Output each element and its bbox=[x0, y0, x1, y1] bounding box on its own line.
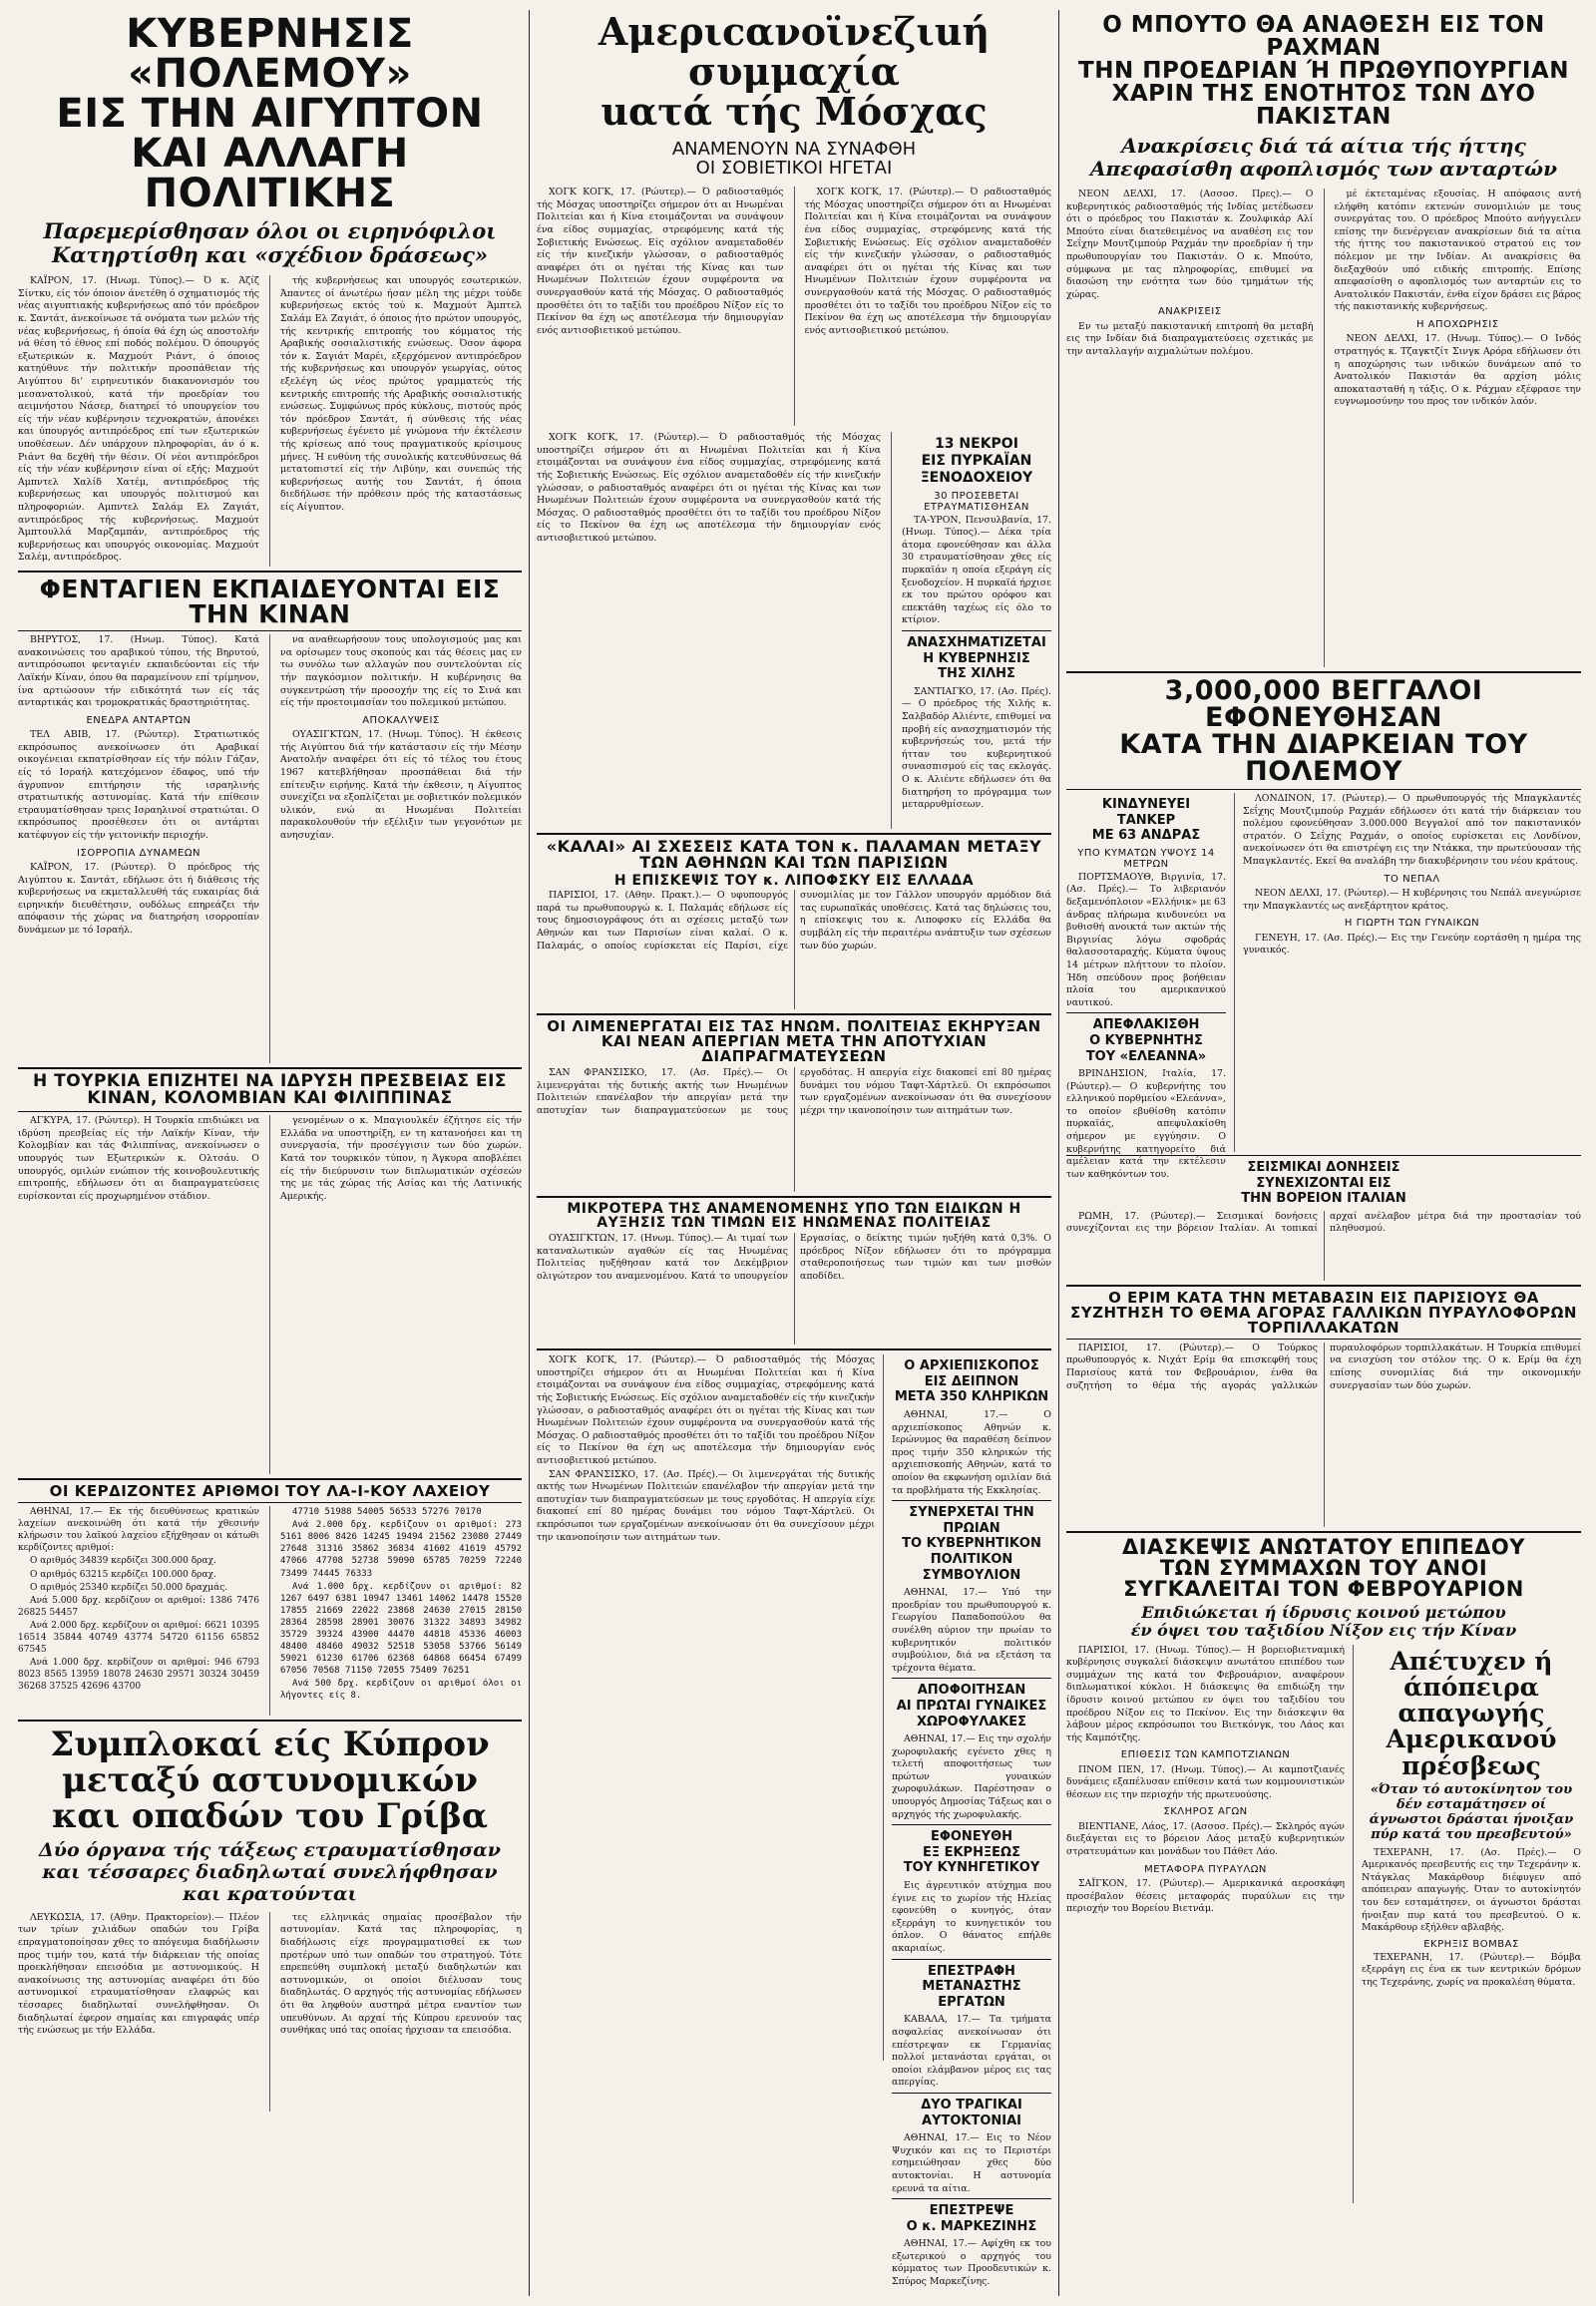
headline-archbishop: Ο ΑΡΧΙΕΠΙΣΚΟΠΟΣ ΕΙΣ ΔΕΙΠΝΟΝ ΜΕΤΑ 350 ΚΛΗΡΙΚΩΝ bbox=[894, 1358, 1049, 1405]
headline-bhutto: Ο ΜΠΟΥΤΟ ΘΑ ΑΝΑΘΕΣΗ ΕΙΣ ΤΟΝ ΡΑΧΜΑΝ ΤΗΝ ΠΡΟΕΔΡΙΑΝ Ή ΠΡΩΘΥΠΟΥΡΓΙΑΝ ΧΑΡΙΝ ΤΗΣ ΕΝΟΤΗΤΟΣ ΤΩΝ ΔΥΟ ΠΑΚΙΣΤΑΝ bbox=[1078, 12, 1569, 130]
column-right bbox=[1066, 0, 1581, 2306]
headline-council: ΣΥΝΕΡΧΕΤΑΙ ΤΗΝ ΠΡΩΙΑΝ ΤΟ ΚΥΒΕΡΝΗΤΙΚΟΝ ΠΟΛΙΤΙΚΟΝ ΣΥΜΒΟΥΛΙΟΝ bbox=[902, 1505, 1041, 1583]
story-earthquake-body: ΡΩΜΗ, 17. (Ρώυτερ).— Σεισμικαί δονήσεις συνεχίζονται εις την βόρειον Ιταλίαν. Αι τοπικαί αρχαί ανέλαβον μέτρα διά την προστασίαν τού πληθυσμού. bbox=[1066, 1210, 1581, 1235]
story-egypt-body: ΚΑΪΡΟΝ, 17. (Ηνωμ. Τύπος).— Ό κ. Άζίζ Σίντκυ, είς τόν όποιον άνετέθη ό σχηματισμός τής νέας αιγυπτιακής κυβερνήσεως από τόν πρόεδρον κ. Σαντάτ, άνεκοίνωσε τά ονόματα των μελών τής νέας κυβερνήσεως, ή όποία θά έχη ώς αποστολήν νά θέση τό έθνος επί ποδός πολέμου. Ό όπουργός εξωτερικών κ. Μαχμούτ Ριάντ, ό όποιος κατηύθυνε τήν πολιτικήν προσπάθειαν τής Αιγύπτου δι' ειρηνευτικόν διακανονισμόν του μεσανατολικού, κατά τήν προεδρίαν του αειμνήστου Νάσερ, διατηρεί τό υπουργείον του είς τήν νέαν κυβέρνησιν τεχνοκρατών, άπονέκει και ύπουργός αντιπρόεδρος επί των εξωτερικών υποθέσεων. Δέν υπάρχουν πληροφορίαι, άν ό κ. Ριάντ θα δεχθή τήν θέσιν. Οί νέοι αντιπρόεδροι είς τήν νέαν κυβέρνησιν είναι οί εξής: Μαχμούτ Αμπντελ Χαλίδ Χατέμ, αντιπρόεδρος τής κυβερνήσεως και υπουργός πολιτισμού και πληροφοριών. Αμπντελ Σαλάμ Ελ Ζαγιάτ, αντιπρόεδρος τής κυβερνήσεως. Μαχμούτ Άμπτουλλά Μαρζαμπάν, αντιπρόεδρος τής κυβερνήσεως και υπουργός οικονομίας. Μαχμούτ Σαλέμ, αντιπρόεδρος. τής κυβερνήσεως και υπουργός εσωτερικών. Άπαντες οί άνωτέρω ήσαν μέλη της μέχρι τούδε κυβερνήσεως εκτός τού κ. Μαχμούτ Άμπτελ Σαλάμ Ελ Ζαγιάτ, ό όποιος ήτο πρώτον υπουργός, τής κεντρικής επιτροπής του κόμματος τής Αραβικής σοσιαλιστικής ενώσεως. Όσον άφορα τόν κ. Σαγιάτ Μαρέι, εξερχόμενον αντιπρόεδρον τής κυβερνήσεως και υπουργόν γεωργίας, ούτος εξελέγη ώς νέος πρώτος γραμματεύς τής κεντρικής επιτροπής τής Αραβικής σοσιαλιστικής ενώσεως. Συμφώνως πρός κύκλους, πιστούς πρός τόν πρόεδρον Σαντάτ, ή σύνθεσις τής νέας κυβερνήσεως έγένετο μέ γνώμονα τήν έκτέλεσιν τής κρίσεως από τους πραγματικούς κρίσιμους μήνες. Ή ευθύνη τής συνολικής κατευθύνσεως θά μετατοπιστεί είς τήν Λιβύην, και συνεπώς τής κυβερνήσεως αυτής του Σαντάτ, ή όποια διεδήλωσε τήν πρόθεσιν πρός τής καταστάσεως είς Αίγυπτον. bbox=[18, 275, 522, 567]
headline-policewomen: ΑΠΟΦΟΙΤΗΣΑΝ ΑΙ ΠΡΩΤΑΙ ΓΥΝΑΙΚΕΣ ΧΩΡΟΦΥΛΑΚΕΣ bbox=[896, 1683, 1047, 1730]
headline-workers: ΕΠΕΣΤΡΑΦΗ ΜΕΤΑΝΑΣΤΗΣ ΕΡΓΑΤΩΝ bbox=[922, 1963, 1021, 2010]
headline-tanker: ΚΙΝΔΥΝΕΥΕΙ ΤΑΝΚΕΡ ΜΕ 63 ΑΝΔΡΑΣ bbox=[1091, 797, 1201, 844]
story-cyprus-body: ΛΕΥΚΩΣΙΑ, 17. (Αθην. Πρακτορείον).— Πλέον των τρίων χιλιάδων οπαδών του Γρίβα επραγματοποίησαν χθες το απόγευμα διαδήλωσιν προς τιμήν του, κατά τήν διάρκειαν τής οποίας προεκλήθησαν επεισόδια με αστυνομικούς. Η ανακοίνωσις της αστυνομίας αναφέρει ότι δύο αστυνομικοί ετραυματίσθησαν ελαφρώς και τέσσαρες διαδηλωταί συνελήφθησαν. Οι διαδηλωταί έφερον σημαίας και επιγραφάς υπέρ τής ενώσεως με τήν Ελλάδα. τες ελληνικάς σημαίας προσέβαλον τήν αστυνομίαν. Κατά τας πληροφορίας, η διαδήλωσις είχε προγραμματισθεί εκ των προτέρων υπό των οπαδών του στρατηγού. Τότε επρεπεύθη συμπλοκή μεταξύ διαδηλωτών και αστυνομικών, οι οποίοι διέλυσαν τους διαδηλωτάς. Ο αρχηγός τής αστυνομίας εδήλωσεν ότι θα ληφθούν αυστηρά μέτρα εναντίον των υπευθύνων. Αι αρχαί τής Κύπρου ερευνούν τας συνθήκας υπό τας οποίας ήρχισαν τα επεισόδια. bbox=[18, 1912, 522, 2112]
headline-bengalis: 3,000,000 ΒΕΓΓΑΛΟΙ ΕΦΟΝΕΥΘΗΣΑΝ ΚΑΤΑ ΤΗΝ ΔΙΑΡΚΕΙΑΝ ΤΟΥ ΠΟΛΕΜΟΥ bbox=[1119, 675, 1528, 787]
story-turkey-body: ΑΓΚΥΡΑ, 17. (Ρώυτερ). Η Τουρκία επιδιώκει να ιδρύση πρεσβείας είς τήν Λαϊκήν Κίναν, τήν Κολομβίαν και τάς Φιλιππίνας, ανεκοίνωσεν ο υπουργός των Εξωτερικών κ. Ολτσάυ. Ο υπουργός, ομιλών ενώπιον τής κοινοβουλευτικής επιτροπής, εδήλωσεν ότι αι διαπραγματεύσεις ευρίσκονται είς προχωρημένον στάδιον. γενομένων ο κ. Μπαγιουλκέν έζήτησε είς τήν Ελλάδα να υποστηρίξη, εν τη κατανοήσει και τη συνεργασία, τήν προσέγγισιν των δύο χωρών. Κατά τον τουρκικόν τύπον, η Άγκυρα αποβλέπει είς τήν διεύρυνσιν των διπλωματικών σχέσεών της με τάς χώρας τής Ασίας και τής Λατινικής Αμερικής. bbox=[18, 1115, 522, 1474]
column-left bbox=[18, 0, 522, 2306]
right-mid-section: ΚΙΝΔΥΝΕΥΕΙ ΤΑΝΚΕΡ ΜΕ 63 ΑΝΔΡΑΣ ΥΠΟ ΚΥΜΑΤΩΝ ΥΨΟΥΣ 14 ΜΕΤΡΩΝ ΠΟΡΤΣΜΑΟΥΘ, Βιργινία, 17. (Ασ. Πρές).— Το λιβεριανόν δεξαμενόπλοιον «Ελλήνικ» με 63 άνδρας πλήρωμα κινδυνεύει να βυθισθή ανοικτά των ακτών τής Βιργινίας λόγω σφοδράς θαλασσοταραχής. Κύματα ύψους 14 μέτρων πλήττουν το πλοίον. Ήδη σπεύδουν προς βοήθειαν πλοία του αμερικανικού ναυτικού. ΑΠΕΦΛΑΚΙΣΘΗ Ο ΚΥΒΕΡΝΗΤΗΣ ΤΟΥ «ΕΛΕΑΝΝΑ» ΒΡΙΝΔΗΣΙΟΝ, Ιταλία, 17. (Ρώυτερ).— Ο κυβερνήτης του ελληνικού πορθμείου «Ελεάννα», το οποίον εβυθίσθη κατόπιν πυρκαϊάς, απεφυλακίσθη σήμερον με εγγύησιν. Ο κυβερνήτης κατηγορείτο διά αμέλειαν κατά την εκτέλεσιν των καθηκόντων του. ΛΟΝΔΙΝΟΝ, 17. (Ρώυτερ).— Ο πρωθυπουργός τής Μπαγκλαντές Σεΐχης Μουτζιμπούρ Ραχμάν εδήλωσεν ότι κατά τήν διάρκειαν του πολέμου εφονεύθησαν 3.000.000 Βεγγαλοί από τον πακιστανικόν στρατόν. Ο Σεΐχης Ραχμάν, ο οποίος ευρίσκεται εις Λονδίνον, ανεκοίνωσεν ότι θα επιστρέψη εις την Ντάκκα, την πρωτεύουσαν τής Μπαγκλαντές. Εκεί θα αναλάβη την διακυβέρνησιν του νέου κράτους. ΤΟ ΝΕΠΑΛ ΝΕΟΝ ΔΕΛΧΙ, 17. (Ρώυτερ).— Η κυβέρνησις του Νεπάλ ανεγνώρισε την Μπαγκλαντές ως ανεξάρτητον κράτος. Η ΓΙΩΡΤΗ ΤΩΝ ΓΥΝΑΙΚΩΝ ΓΕΝΕΥΗ, 17. (Ασ. Πρές).— Εις την Γενεύην εορτάσθη η ημέρα της γυναικός. bbox=[1066, 793, 1581, 1180]
headline-palamas: «ΚΑΛΑΙ» ΑΙ ΣΧΕΣΕΙΣ ΚΑΤΑ ΤΟΝ κ. ΠΑΛΑΜΑΝ ΜΕΤΑΞΥ ΤΩΝ ΑΘΗΝΩΝ ΚΑΙ ΤΩΝ ΠΑΡΙΣΙΩΝ bbox=[546, 837, 1042, 873]
middle-upper-section: ΧΟΓΚ ΚΟΓΚ, 17. (Ρώυτερ).— Ό ραδιοσταθμός τής Μόσχας υποστηρίζει σήμερον ότι αι Ηνωμέναι Πολιτείαι και ή Κίνα ετοιμάζονται να συνάψουν ένα είδος συμμαχίας, στρεφόμενης κατά τής Σοβιετικής Ενώσεως. Είς σχόλιον αναμεταδοθέν είς τήν κινεζικήν γλώσσαν, ο ραδιοσταθμός αναφέρει ότι οι ηγέται τής Κίνας και των Ηνωμένων Πολιτειών έχουν συμφέροντα να συνεργασθούν κατά τής Μόσχας. Ο ραδιοσταθμός προσθέτει ότι το ταξίδι του προέδρου Νίξον είς το Πεκίνον θα έχη ως αποτέλεσμα τήν δημιουργίαν ενός αντισοβιετικού μετώπου. 13 ΝΕΚΡΟΙ ΕΙΣ ΠΥΡΚΑΪΑΝ ΞΕΝΟΔΟΧΕΙΟΥ 30 ΠΡΟΣΕΒΕΤΑΙ ΕΤΡΑΥΜΑΤΙΣΘΗΣΑΝ ΤΑ-ΥΡΟΝ, Πενσυλβανία, 17. (Ηνωμ. Τύπος).— Δέκα τρία άτομα εφονεύθησαν και άλλα 30 ετραυματίσθησαν χθες είς πυρκαϊάν η οποία εξεράγη είς ξενοδοχείον. Η πυρκαϊά ήρχισε εκ του πρώτου ορόφου και επεκτάθη ταχέως είς όλο το κτίριον. ΑΝΑΣΧΗΜΑΤΙΖΕΤΑΙ Η ΚΥΒΕΡΝΗΣΙΣ ΤΗΣ ΧΙΛΗΣ ΣΑΝΤΙΑΓΚΟ, 17. (Ασ. Πρές).— Ο πρόεδρος τής Χιλής κ. Σαλβαδόρ Αλιέντε, επιθυμεί να προβή είς ανασχηματισμόν τής κυβερνήσεώς του, μετά τήν ήτταν του κυβερνητικού συνασπισμού είς τας εκλογάς. Ο κ. Αλιέντε εδήλωσεν ότι θα διατηρήση το πρόγραμμα των μεταρρυθμίσεων. bbox=[537, 432, 1051, 829]
story-dockworkers-body: ΣΑΝ ΦΡΑΝΣΙΣΚΟ, 17. (Ασ. Πρές).— Οι λιμενεργάται τής δυτικής ακτής των Ηνωμένων Πολιτειών επανέλαβον τήν απεργίαν μετά την αποτυχίαν των διαπραγματεύσεων με τους εργοδότας. Η απεργία είχε διακοπεί επί 80 ημέρας δυνάμει του νόμου Ταφτ-Χάρτλεϋ. Οι εκπρόσωποι των εργαζομένων ανεκοίνωσαν ότι θα συνεχίσουν μέχρι την ικανοποίησιν των αιτημάτων των. bbox=[537, 1067, 1051, 1117]
headline-eleanna: ΑΠΕΦΛΑΚΙΣΘΗ Ο ΚΥΒΕΡΝΗΤΗΣ ΤΟΥ «ΕΛΕΑΝΝΑ» bbox=[1085, 1017, 1207, 1064]
column-rule bbox=[529, 10, 530, 2296]
subhead-egypt: Παρεμερίσθησαν όλοι οι ειρηνόφιλοι Κατηρτίσθη και «σχέδιον δράσεως» bbox=[43, 218, 497, 268]
subhead-cyprus: Δύο όργανα τής τάξεως ετραυματίσθησαν και τέσσαρες διαδηλωταί συνελήφθησαν και κρατούνται bbox=[39, 1839, 501, 1906]
subhead-summit: Επιδιώκεται ή ίδρυσις κοινού μετώπου έν όψει του ταξιδίου Νίξον εις τήν Κίναν bbox=[1130, 1602, 1517, 1641]
right-lower-section: ΠΑΡΙΣΙΟΙ, 17. (Ηνωμ. Τύπος).— Η βορειοβιετναμική κυβέρνησις συγκαλεί διάσκεψιν ανωτάτου επιπέδου των συμμάχων της κατά τον Φεβρουάριον, αναφέρουν διπλωματικοί κύκλοι. Η διάσκεψις θα επιδιώξη την ίδρυσιν κοινού μετώπου εν όψει του ταξιδίου του προέδρου Νίξον εις το Πεκίνον. Εις την διάσκεψιν θα λάβουν μέρος εκπρόσωποι του Βιετκόνγκ, του Λάος και τής Καμπότζης. ΕΠΙΘΕΣΙΣ ΤΩΝ ΚΑΜΠΟΤΖΙΑΝΩΝ ΠΝΟΜ ΠΕΝ, 17. (Ηνωμ. Τύπος).— Αι καμποτζιανές δυνάμεις εξαπέλυσαν επίθεσιν κατά των κομμουνιστικών θέσεων εις την περιοχήν τής πρωτευούσης. ΣΚΛΗΡΟΣ ΑΓΩΝ ΒΙΕΝΤΙΑΝΕ, Λάος, 17. (Ασσοσ. Πρές).— Σκληρός αγών διεξάγεται εις το βόρειον Λάος μεταξύ κυβερνητικών στρατευμάτων και μονάδων του Πάθετ Λάο. ΜΕΤΑΦΟΡΑ ΠΥΡΑΥΛΩΝ ΣΑΪΓΚΟΝ, 17. (Ρώυτερ).— Αμερικανικά αεροσκάφη προσέβαλον θέσεις μεταφοράς πυραύλων εις την περιοχήν του Βορείου Βιετνάμ. Απέτυχεν ή άπόπειρα απαγωγής Αμερικανού πρέσβεως «Όταν τό αυτοκίνητον του δέν εσταμάτησεν οί άγνωστοι δράσται ήνοιξαν πύρ κατά του πρεσβευτού» ΤΕΧΕΡΑΝΗ, 17. (Ασ. Πρές).— Ο Αμερικανός πρεσβευτής εις την Τεχεράνην κ. Ντάγκλας Μακάρθουρ διέφυγεν από απόπειραν απαγωγής. Όταν το αυτοκίνητόν του δεν εσταμάτησεν, οι άγνωστοι δράσται ήνοιξαν πυρ κατά του πρεσβευτού. Ο κ. Μακάρθουρ εξήλθεν αβλαβής. ΕΚΡΗΞΙΣ ΒΟΜΒΑΣ ΤΕΧΕΡΑΝΗ, 17. (Ρώυτερ).— Βόμβα εξερράγη εις ένα εκ των κεντρικών δρόμων της Τεχεράνης, χωρίς να προκαλέση θύματα. bbox=[1066, 1645, 1581, 2203]
story-bhutto-body: ΝΕΟΝ ΔΕΛΧΙ, 17. (Ασσοσ. Πρες).— Ο κυβερνητικός ραδιοσταθμός τής Ινδίας μετέδωσεν ότι ο πρόεδρος του Πακιστάν κ. Ζουλφικάρ Αλί Μπούτο είναι διατεθειμένος να αναθέση εις τον Σεΐχην Μουτζιμπούρ Ραχμάν την προεδρίαν ή την πρωθυπουργίαν του Πακιστάν. Ο κ. Μπούτο, σύμφωνα με τας πληροφορίας, επιθυμεί να διασώση την ενότητα των δύο τμημάτων τής χώρας. ΑΝΑΚΡΙΣΕΙΣ Εν τω μεταξύ πακιστανική επιτροπή θα μεταβή εις την Ινδίαν διά διαπραγματεύσεις σχετικάς με την ανταλλαγήν αιχμαλώτων πολέμου. μέ έκτεταμένας εξουσίας. Η απόφασις αυτή ελήφθη κατόπιν εκτενών συνομιλιών με τους συνεργάτας του. Ο πρόεδρος Μπούτο ανήγγειλεν επίσης την διενέργειαν ανακρίσεων διά τα αίτια τής ήττης του πακιστανικού στρατού εις τον πόλεμον με την Ινδίαν. Αι ανακρίσεις θα διεξαχθούν υπό ειδικής επιτροπής. Επίσης απεφασίσθη ο αφοπλισμός των ανταρτών εις το Ανατολικόν Πακιστάν, ένθα είχον δράσει εις βάρος τής πακιστανικής κυβερνήσεως. Η ΑΠΟΧΩΡΗΣΙΣ ΝΕΟΝ ΔΕΛΧΙ, 17. (Ηνωμ. Τύπος).— Ο Ινδός στρατηγός κ. Τζαγκτζίτ Σινγκ Αρόρα εδήλωσεν ότι η αποχώρησις των ινδικών δυνάμεων από το Ανατολικόν Πακιστάν θα αρχίση μόλις αποκατασταθή η τάξις. Ο κ. Ράχμαν εξέφρασε την ευγνωμοσύνην του προς τον ινδικόν λαόν. bbox=[1066, 189, 1581, 667]
headline-markezinis: ΕΠΕΣΤΡΕΨΕ Ο κ. ΜΑΡΚΕΖΙΝΗΣ bbox=[906, 2203, 1037, 2234]
headline-erim: Ο ΕΡΙΜ ΚΑΤΑ ΤΗΝ ΜΕΤΑΒΑΣΙΝ ΕΙΣ ΠΑΡΙΣΙΟΥΣ ΘΑ ΣΥΖΗΤΗΣΗ ΤΟ ΘΕΜΑ ΑΓΟΡΑΣ ΓΑΛΛΙΚΩΝ ΠΥΡΑΥΛΟΦΟΡΩΝ ΤΟΡΠΙΛΛΑΚΑΤΩΝ bbox=[1070, 1288, 1577, 1337]
headline-prices: ΜΙΚΡΟΤΕΡΑ ΤΗΣ ΑΝΑΜΕΝΟΜΕΝΗΣ ΥΠΟ ΤΩΝ ΕΙΔΙΚΩΝ Η ΑΥΞΗΣΙΣ ΤΩΝ ΤΙΜΩΝ ΕΙΣ ΗΝΩΜΕΝΑΣ ΠΟΛΙΤΕΙΑΣ bbox=[567, 1201, 1021, 1232]
headline-lottery: ΟΙ ΚΕΡΔΙΖΟΝΤΕΣ ΑΡΙΘΜΟΙ ΤΟΥ ΛΑ-Ι-ΚΟΥ ΛΑΧΕΙΟΥ bbox=[49, 1482, 491, 1501]
headline-turkey: Η ΤΟΥΡΚΙΑ ΕΠΙΖΗΤΕΙ ΝΑ ΙΔΡΥΣΗ ΠΡΕΣΒΕΙΑΣ ΕΙΣ ΚΙΝΑΝ, ΚΟΛΟΜΒΙΑΝ ΚΑΙ ΦΙΛΙΠΠΙΝΑΣ bbox=[32, 1071, 508, 1109]
headline-chile: ΑΝΑΣΧΗΜΑΤΙΖΕΤΑΙ Η ΚΥΒΕΡΝΗΣΙΣ ΤΗΣ ΧΙΛΗΣ bbox=[907, 635, 1046, 682]
lottery-results: ΑΘΗΝΑΙ, 17.— Εκ τής διευθύνσεως κρατικών λαχείων ανεκοινώθη ότι κατά τήν χθεσινήν κλήρωσιν του λαϊκού λαχείου εξήχθησαν οι κάτωθι κερδίζοντες αριθμοί: Ο αριθμός 34839 κερδίζει 300.000 δραχ. Ο αριθμός 63215 κερδίζει 100.000 δραχ. Ο αριθμός 25340 κερδίζει 50.000 δραχμάς. Ανά 5.000 δρχ. κερδίζουν οι αριθμοί: 1386 7476 26825 54457 Ανά 2.000 δρχ. κερδίζουν οι αριθμοί: 6621 10395 16514 35844 40749 43774 54720 61156 65852 67545 Ανά 1.000 δρχ. κερδίζουν οι αριθμοί: 946 6793 8023 8565 13959 18078 24630 29571 30324 30459 36268 37525 42696 43700 47710 51988 54005 56533 57276 70170 Ανά 2.000 δρχ. κερδίζουν οι αριθμοί: 273 5161 8006 8426 14245 19494 21562 23080 27449 27648 31316 35862 36834 41602 41619 45792 47066 47708 52738 59090 65785 70259 72240 73499 74445 76333 Ανά 1.000 δρχ. κερδίζουν οι αριθμοί: 82 1267 6497 6381 10947 13461 14062 14478 15520 17855 21669 22022 23868 24630 27015 28150 28364 28598 28901 30076 31322 34893 34982 35729 39324 43900 44470 44818 45336 46003 48400 48460 49032 52518 53058 53766 56149 59021 61230 61706 62368 64868 66454 67499 67056 70568 71150 72055 75409 76251 Ανά 500 δρχ. κερδίζουν οι αριθμοί όλοι οι λήγοντες είς 8. bbox=[18, 1506, 522, 1716]
column-rule bbox=[1058, 10, 1059, 2296]
subhead-bhutto: Ανακρίσεις διά τά αίτια τής ήττης Απεφασίσθη αφοπλισμός των ανταρτών bbox=[1090, 134, 1557, 181]
headline-alliance: Αμεριcανοϊνεζιuή συμμαχία uατά τής Μόσχας bbox=[598, 9, 991, 134]
middle-lower-section: ΧΟΓΚ ΚΟΓΚ, 17. (Ρώυτερ).— Ό ραδιοσταθμός τής Μόσχας υποστηρίζει σήμερον ότι αι Ηνωμέναι Πολιτείαι και ή Κίνα ετοιμάζονται να συνάψουν ένα είδος συμμαχίας, στρεφόμενης κατά τής Σοβιετικής Ενώσεως. Είς σχόλιον αναμεταδοθέν είς τήν κινεζικήν γλώσσαν, ο ραδιοσταθμός αναφέρει ότι οι ηγέται τής Κίνας και των Ηνωμένων Πολιτειών έχουν συμφέροντα να συνεργασθούν κατά τής Μόσχας. Ο ραδιοσταθμός προσθέτει ότι το ταξίδι του προέδρου Νίξον είς το Πεκίνον θα έχη ως αποτέλεσμα τήν δημιουργίαν ενός αντισοβιετικού μετώπου. ΣΑΝ ΦΡΑΝΣΙΣΚΟ, 17. (Ασ. Πρές).— Οι λιμενεργάται τής δυτικής ακτής των Ηνωμένων Πολιτειών επανέλαβον τήν απεργίαν μετά την αποτυχίαν των διαπραγματεύσεων με τους εργοδότας. Η απεργία είχε διακοπεί επί 80 ημέρας δυνάμει του νόμου Ταφτ-Χάρτλεϋ. Οι εκπρόσωποι των εργαζομένων ανεκοίνωσαν ότι θα συνεχίσουν μέχρι την ικανοποίησιν των αιτημάτων των. Ο ΑΡΧΙΕΠΙΣΚΟΠΟΣ ΕΙΣ ΔΕΙΠΝΟΝ ΜΕΤΑ 350 ΚΛΗΡΙΚΩΝ ΑΘΗΝΑΙ, 17.— Ο αρχιεπίσκοπος Αθηνών κ. Ιερώνυμος θα παραθέση δείπνον προς τιμήν 350 κληρικών τής αρχιεπισκοπής Αθηνών, κατά το οποίον θα εκφωνήση ομιλίαν διά τα προβλήματα τής Εκκλησίας. ΣΥΝΕΡΧΕΤΑΙ ΤΗΝ ΠΡΩΙΑΝ ΤΟ ΚΥΒΕΡΝΗΤΙΚΟΝ ΠΟΛΙΤΙΚΟΝ ΣΥΜΒΟΥΛΙΟΝ ΑΘΗΝΑΙ, 17.— Υπό την προεδρίαν του πρωθυπουργού κ. Γεωργίου Παπαδοπούλου θα συνέλθη αύριον την πρωίαν το κυβερνητικόν πολιτικόν συμβούλιον, διά να εξετάση τα τρέχοντα θέματα. ΑΠΟΦΟΙΤΗΣΑΝ ΑΙ ΠΡΩΤΑΙ ΓΥΝΑΙΚΕΣ ΧΩΡΟΦΥΛΑΚΕΣ ΑΘΗΝΑΙ, 17.— Εις την σχολήν χωροφυλακής εγένετο χθες η τελετή αποφοιτήσεως των πρώτων γυναικών χωροφυλάκων. Παρέστησαν ο υπουργός Δημοσίας Τάξεως και ο αρχηγός τής χωροφυλακής. ΕΦΟΝΕΥΘΗ ΕΞ ΕΚΡΗΞΕΩΣ ΤΟΥ ΚΥΝΗΓΕΤΙΚΟΥ Εις άγρευτικόν ατύχημα που έγινε εις το χωρίον τής Ηλείας εφονεύθη ο κυνηγός, όταν εξερράγη το κυνηγετικόν του όπλον. Ο θάνατος επήλθε ακαριαίως. ΕΠΕΣΤΡΑΦΗ ΜΕΤΑΝΑΣΤΗΣ ΕΡΓΑΤΩΝ ΚΑΒΑΛΑ, 17.— Τα τμήματα ασφαλείας ανεκοίνωσαν ότι επέστρεψαν εκ Γερμανίας πολλοί μετανάσται εργάται, οι οποίοι ελάμβανον μέρος εις τας απεργίας. ΔΥΟ ΤΡΑΓΙΚΑΙ ΑΥΤΟΚΤΟΝΙΑΙ ΑΘΗΝΑΙ, 17.— Εις το Νέον Ψυχικόν και εις το Περιστέρι εσημειώθησαν χθες δύο αυτοκτονίαι. Η αστυνομία ερευνά τα αίτια. ΕΠΕΣΤΡΕΨΕ Ο κ. ΜΑΡΚΕΖΙΝΗΣ ΑΘΗΝΑΙ, 17.— Αφίχθη εκ του εξωτερικού ο αρχηγός του κόμματος των Προοδευτικών κ. Σπύρος Μαρκεζίνης. bbox=[537, 1354, 1051, 2288]
headline-suicides: ΔΥΟ ΤΡΑΓΙΚΑΙ ΑΥΤΟΚΤΟΝΙΑΙ bbox=[921, 2097, 1022, 2128]
headline-egypt: ΚΥΒΕΡΝΗΣΙΣ «ΠΟΛΕΜΟΥ» ΕΙΣ ΤΗΝ ΑΙΓΥΠΤΟΝ ΚΑΙ ΑΛΛΑΓΗ ΠΟΛΙΤΙΚΗΣ bbox=[56, 11, 484, 216]
headline-dockworkers: ΟΙ ΛΙΜΕΝΕΡΓΑΤΑΙ ΕΙΣ ΤΑΣ ΗΝΩΜ. ΠΟΛΙΤΕΙΑΣ ΕΚΗΡΥΞΑΝ ΚΑΙ ΝΕΑΝ ΑΠΕΡΓΙΑΝ ΜΕΤΑ ΤΗΝ ΑΠΟΤΥΧΙΑΝ ΔΙΑΠΡΑΓΜΑΤΕΥΣΕΩΝ bbox=[547, 1017, 1041, 1066]
headline-cyprus: Συμπλοκαί είς Κύπρον μεταξύ αστυνομικών και οπαδών του Γρίβα bbox=[50, 1725, 490, 1836]
headline-ambassador: Απέτυχεν ή άπόπειρα απαγωγής Αμερικανού πρέσβεως bbox=[1386, 1646, 1557, 1780]
subhead-palamas: Η ΕΠΙΣΚΕΨΙΣ ΤΟΥ κ. ΛΙΠΟΦΣΚΥ ΕΙΣ ΕΛΛΑΔΑ bbox=[613, 873, 975, 890]
headline-fedayeen: ΦΕΝΤΑΓΙΕΝ ΕΚΠΑΙΔΕΥΟΝΤΑΙ ΕΙΣ ΤΗΝ ΚΙΝΑΝ bbox=[39, 575, 501, 629]
subhead-ambassador: «Όταν τό αυτοκίνητον του δέν εσταμάτησεν οί άγνωστοι δράσται ήνοιξαν πύρ κατά του πρεσβευτού» bbox=[1369, 1781, 1574, 1842]
headline-summit: ΔΙΑΣΚΕΨΙΣ ΑΝΩΤΑΤΟΥ ΕΠΙΠΕΔΟΥ ΤΩΝ ΣΥΜΜΑΧΩΝ ΤΟΥ ΑΝΟΙ ΣΥΓΚΑΛΕΙΤΑΙ ΤΟΝ ΦΕΒΡΟΥΑΡΙΟΝ bbox=[1121, 1534, 1525, 1601]
headline-earthquake: ΣΕΙΣΜΙΚΑΙ ΔΟΝΗΣΕΙΣ ΣΥΝΕΧΙΖΟΝΤΑΙ ΕΙΣ ΤΗΝ ΒΟΡΕΙΟΝ ΙΤΑΛΙΑΝ bbox=[1241, 1160, 1406, 1207]
headline-hotel-fire: 13 ΝΕΚΡΟΙ ΕΙΣ ΠΥΡΚΑΪΑΝ ΞΕΝΟΔΟΧΕΙΟΥ bbox=[920, 436, 1033, 486]
story-fedayeen-body: ΒΗΡΥΤΟΣ, 17. (Ηνωμ. Τύπος). Κατά ανακοινώσεις του αραβικού τύπου, τής Βηρυτού, αντιπρόσωποι φενταγιέν εκπαιδεύονται είς τήν Λαϊκήν Κίναν, όπου θα παραμείνουν επί τρίμηνον, ίνα αρτιώσουν τήν ειδικότητά των είς τάς ανταρτικάς και τρομοκρατικάς δραστηριότητας. ΕΝΕΔΡΑ ΑΝΤΑΡΤΩΝ ΤΕΛ ΑΒΙΒ, 17. (Ρώυτερ). Στρατιωτικός εκπρόσωπος ανεκοίνωσεν ότι Αραβικαί οικογένειαι εκπατρίσθησαν είς τήν πόλιν Γάζαν, είς τό Ισραήλ κατεχόμενον έδαφος, υπό τήν άγρυπνον επιτήρησιν τής ισραηλινής στρατιωτικής αστυνομίας. Κατά τήν επίθεσιν ετραυματίσθησαν τρεις Ισραηλινοί στρατιώται. Ο εκπρόσωπος προσέθεσεν ότι οι αντάρται κατέφυγον είς τήν γειτονικήν περιοχήν. ΙΣΟΡΡΟΠΙΑ ΔΥΝΑΜΕΩΝ ΚΑΪΡΟΝ, 17. (Ρώυτερ). Ό πρόεδρος τής Αιγύπτου κ. Σαντάτ, εδήλωσε ότι ή διάθεσις τής κυβερνήσεως να εκμεταλλευθή τάς ευκαιρίας διά ειρηνικήν διευθέτησιν, ουδόλως επηρεάζει τήν απόφασιν τής χώρας να διατηρήση ισορροπίαν δυνάμεων με τό Ισραήλ. να αναθεωρήσουν τους υπολογισμούς μας και να ορίσωμεν τους σκοπούς και τάς θέσεις μας εν τω συνόλω των αλλαγών που συντελούνται είς τήν παγκόσμιον πολιτικήν. Η κυβέρνησις θα συγκεντρώση τήν προσοχήν της είς το Σινά και είς τήν προετοιμασίαν του πολεμικού μετώπου. ΑΠΟΚΑΛΥΨΕΙΣ ΟΥΑΣΙΓΚΤΩΝ, 17. (Ηνωμ. Τύπος). Ή έκθεσις τής Αιγύπτου διά τήν κατάστασιν είς τήν Μέσην Ανατολήν αναφέρει ότι είς τό τέλος του έτους 1967 κατεβλήθησαν προσπάθειαι διά τήν επίτευξιν ειρήνης. Κατά τήν έκθεσιν, η Αίγυπτος συνεχίζει να εξοπλίζεται με σοβιετικόν πολεμικόν υλικόν, ενώ αι Ηνωμέναι Πολιτείαι παρακολουθούν τήν εξέλιξιν των γεγονότων με ανησυχίαν. bbox=[18, 634, 522, 1063]
story-prices-body: ΟΥΑΣΙΓΚΤΩΝ, 17. (Ηνωμ. Τύπος).— Αι τιμαί των καταναλωτικών αγαθών είς τας Ηνωμένας Πολιτείας ηυξήθησαν κατά τον Δεκέμβριον ολιγώτερον του αναμενομένου. Κατά το υπουργείον Εργασίας, ο δείκτης τιμών ηυξήθη κατά 0,3%. Ο πρόεδρος Νίξον εδήλωσεν ότι το πρόγραμμα σταθεροποιήσεως των τιμών και των μισθών αποδίδει. bbox=[537, 1233, 1051, 1283]
story-alliance-body: ΧΟΓΚ ΚΟΓΚ, 17. (Ρώυτερ).— Ό ραδιοσταθμός τής Μόσχας υποστηρίζει σήμερον ότι αι Ηνωμέναι Πολιτείαι και ή Κίνα ετοιμάζονται να συνάψουν ένα είδος συμμαχίας, στρεφόμενης κατά τής Σοβιετικής Ενώσεως. Είς σχόλιον αναμεταδοθέν είς τήν κινεζικήν γλώσσαν, ο ραδιοσταθμός αναφέρει ότι οι ηγέται τής Κίνας και των Ηνωμένων Πολιτειών έχουν συμφέροντα να συνεργασθούν κατά τής Μόσχας. Ο ραδιοσταθμός προσθέτει ότι το ταξίδι του προέδρου Νίξον είς το Πεκίνον θα έχη ως αποτέλεσμα τήν δημιουργίαν ενός αντισοβιετικού μετώπου. ΧΟΓΚ ΚΟΓΚ, 17. (Ρώυτερ).— Ό ραδιοσταθμός τής Μόσχας υποστηρίζει σήμερον ότι αι Ηνωμέναι Πολιτείαι και ή Κίνα ετοιμάζονται να συνάψουν ένα είδος συμμαχίας, στρεφόμενης κατά τής Σοβιετικής Ενώσεως. Είς σχόλιον αναμεταδοθέν είς τήν κινεζικήν γλώσσαν, ο ραδιοσταθμός αναφέρει ότι οι ηγέται τής Κίνας και των Ηνωμένων Πολιτειών έχουν συμφέροντα να συνεργασθούν κατά τής Μόσχας. Ο ραδιοσταθμός προσθέτει ότι το ταξίδι του προέδρου Νίξον είς το Πεκίνον θα έχη ως αποτέλεσμα τήν δημιουργίαν ενός αντισοβιετικού μετώπου. bbox=[537, 187, 1051, 426]
story-palamas-body: ΠΑΡΙΣΙΟΙ, 17. (Αθην. Πρακτ.).— Ο υφυπουργός παρά τω πρωθυπουργώ κ. Ι. Παλαμάς εδήλωσε είς τους δημοσιογράφους ότι αι σχέσεις μεταξύ των Αθηνών και των Παρισίων είναι καλαί. Ο κ. Παλαμάς, ο οποίος ευρίσκεται είς Παρίσι, είχε συνομιλίας με τον Γάλλον υπουργόν αρμόδιον διά τας ευρωπαϊκάς υποθέσεις. Κατά τας δηλώσεις του, η επίσκεψις του κ. Λιποφσκυ είς Ελλάδα θα συμβάλη είς τήν περαιτέρω ανάπτυξιν των σχέσεων των δύο χωρών. bbox=[537, 890, 1051, 952]
story-erim-body: ΠΑΡΙΣΙΟΙ, 17. (Ρώυτερ).— Ο Τούρκος πρωθυπουργός κ. Νιχάτ Ερίμ θα επισκεφθή τους Παρισίους κατά τον Φεβρουάριον, ένθα θα συζητήση το θέμα τής αγοράς γαλλικών πυραυλοφόρων τορπιλλακάτων. Η Τουρκία επιθυμεί να ενισχύση τον στόλον της. Ο κ. Ερίμ θα έχη επίσης συνομιλίας διά την οικονομικήν συνεργασίαν των δύο χωρών. bbox=[1066, 1342, 1581, 1391]
headline-hunter: ΕΦΟΝΕΥΘΗ ΕΞ ΕΚΡΗΞΕΩΣ ΤΟΥ ΚΥΝΗΓΕΤΙΚΟΥ bbox=[903, 1829, 1040, 1876]
subhead-alliance: ΑΝΑΜΕΝΟΥΝ ΝΑ ΣΥΝΑΦΘΗ ΟΙ ΣΟΒΙΕΤΙΚΟΙ ΗΓΕΤΑΙ bbox=[671, 138, 917, 180]
column-middle bbox=[537, 0, 1051, 2306]
